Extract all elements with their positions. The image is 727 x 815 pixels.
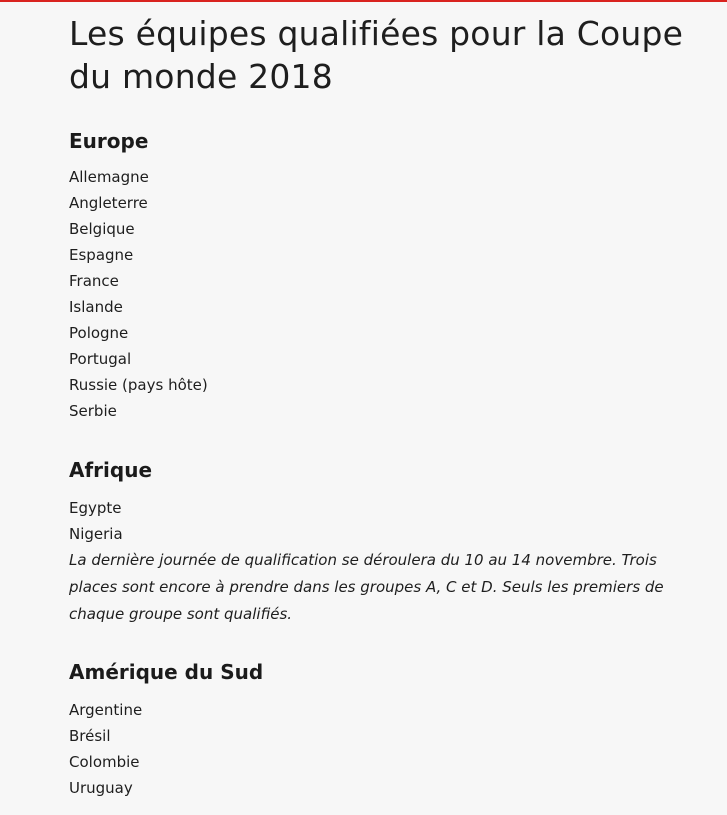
team-item: Colombie	[69, 753, 140, 771]
team-item: Brésil	[69, 727, 111, 745]
team-item: Espagne	[69, 246, 134, 264]
team-item: Belgique	[69, 220, 135, 238]
team-item: Portugal	[69, 350, 132, 368]
team-item: Uruguay	[69, 779, 133, 797]
team-list-afrique	[69, 495, 709, 547]
qualification-note: La dernière journée de qualification se déroulera du 10 au 14 novembre. Trois places sont encore à prendre dans les groupes A, C et D. Seuls les premiers de chaque groupe sont qualifiés.	[69, 551, 664, 623]
team-item: Russie (pays hôte)	[69, 376, 208, 394]
team-item: Nigeria	[69, 525, 123, 543]
section-afrique	[69, 457, 709, 628]
section-heading-amerique-du-sud: Amérique du Sud	[69, 660, 264, 684]
section-heading-afrique: Afrique	[69, 458, 153, 482]
team-item: Angleterre	[69, 194, 148, 212]
team-item: Islande	[69, 298, 123, 316]
team-item: France	[69, 272, 119, 290]
page-title: Les équipes qualifiées pour la Coupe du monde 2018	[69, 14, 684, 96]
section-amerique-du-sud	[69, 659, 709, 801]
top-accent-rule	[0, 0, 727, 2]
team-item: Allemagne	[69, 168, 149, 186]
team-list-europe	[69, 164, 709, 424]
team-item: Argentine	[69, 701, 143, 719]
team-item: Egypte	[69, 499, 122, 517]
section-europe	[69, 128, 709, 424]
team-item: Pologne	[69, 324, 129, 342]
article	[69, 12, 709, 801]
team-item: Serbie	[69, 402, 117, 420]
team-list-amerique-du-sud	[69, 697, 709, 801]
section-heading-europe: Europe	[69, 129, 149, 153]
